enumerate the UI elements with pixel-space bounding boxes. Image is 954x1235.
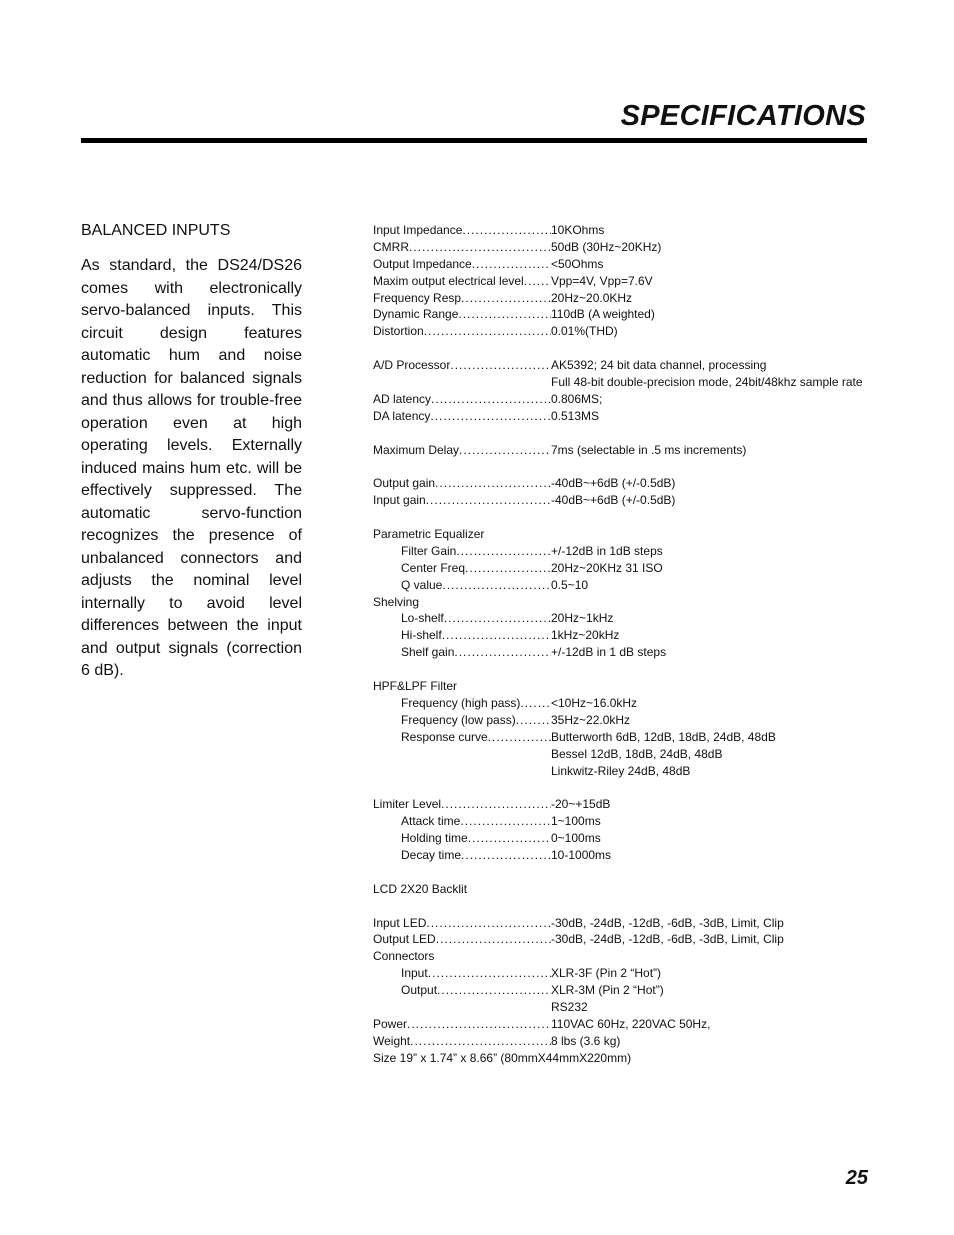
- spec-value: -30dB, -24dB, -12dB, -6dB, -3dB, Limit, Clip: [551, 932, 784, 947]
- spec-label: Limiter Level: [373, 797, 442, 812]
- spec-ad-processor-cont: Full 48-bit double-precision mode, 24bit/48khz sample rate: [551, 375, 863, 390]
- spec-value: 7ms (selectable in .5 ms increments): [551, 442, 747, 457]
- spec-value: 20Hz~1kHz: [551, 611, 614, 626]
- spec-value: Butterworth 6dB, 12dB, 18dB, 24dB, 48dB: [551, 729, 776, 744]
- spec-label: Output gain: [373, 476, 436, 491]
- spec-value: 0.806MS;: [551, 391, 603, 406]
- spec-center-freq: [373, 560, 873, 577]
- spec-value: <10Hz~16.0kHz: [551, 695, 638, 710]
- spec-label: Power: [373, 1016, 408, 1031]
- spec-filter-gain: [373, 543, 873, 560]
- spec-value: -40dB~+6dB (+/-0.5dB): [551, 476, 676, 491]
- spec-response-curve-cont: Linkwitz-Riley 24dB, 48dB: [551, 763, 691, 778]
- spec-connector-output: [373, 982, 873, 999]
- spec-label: Holding time: [401, 831, 468, 846]
- spec-value: 10-1000ms: [551, 847, 612, 862]
- spec-label: Attack time: [401, 814, 461, 829]
- spec-label: Input LED: [373, 915, 427, 930]
- spec-label: AD latency: [373, 391, 432, 406]
- spec-distortion: [373, 323, 873, 340]
- spec-label: Lo-shelf: [401, 611, 444, 626]
- spec-input-impedance: [373, 222, 873, 239]
- spec-value: 110dB (A weighted): [551, 307, 655, 322]
- spec-label: DA latency: [373, 408, 431, 423]
- spec-value: 0~100ms: [551, 831, 601, 846]
- section-heading: BALANCED INPUTS: [81, 222, 231, 239]
- spec-label: Response curve: [401, 729, 488, 744]
- spec-response-curve-cont: Bessel 12dB, 18dB, 24dB, 48dB: [551, 746, 723, 761]
- spec-q-value: [373, 577, 873, 594]
- spec-shelving-heading: Shelving: [373, 594, 420, 609]
- spec-dynamic-range: [373, 306, 873, 323]
- spec-label: Maxim output electrical level: [373, 273, 524, 288]
- spec-label: Distortion: [373, 324, 424, 339]
- spec-shelf-gain: [373, 644, 873, 661]
- spec-output-led: [373, 931, 873, 948]
- header-rule: [81, 138, 867, 143]
- spec-output-gain: [373, 475, 873, 492]
- spec-label: Dynamic Range: [373, 307, 459, 322]
- spec-label: Q value: [401, 577, 443, 592]
- spec-label: Center Freq: [401, 560, 466, 575]
- spec-cmrr: [373, 239, 873, 256]
- spec-peq-heading: Parametric Equalizer: [373, 527, 485, 542]
- spec-value: AK5392; 24 bit data channel, processing: [551, 358, 767, 373]
- section-body: As standard, the DS24/DS26 comes with electronically servo-balanced inputs. This circuit design features automatic hum and noise reduction for balanced signals and thus allows for trouble-free operation even at high operating levels. Externally induced mains hum etc. will be effectively suppressed. The automatic servo-function recognizes the presence of unbalanced connectors and adjusts the nominal level internally to avoid level differences between the input and output signals (correction 6 dB).: [81, 257, 302, 679]
- spec-label: Input Impedance: [373, 223, 463, 237]
- spec-value: 0.01%(THD): [551, 324, 618, 339]
- spec-label: Frequency (low pass): [401, 712, 516, 727]
- spec-value: 1~100ms: [551, 814, 601, 829]
- spec-value: 35Hz~22.0kHz: [551, 712, 631, 727]
- spec-value: 20Hz~20KHz 31 ISO: [551, 560, 663, 575]
- spec-label: Hi-shelf: [401, 628, 442, 643]
- spec-value: 110VAC 60Hz, 220VAC 50Hz,: [551, 1016, 711, 1031]
- spec-value: 1kHz~20kHz: [551, 628, 620, 643]
- spec-value: 8 lbs (3.6 kg): [551, 1033, 621, 1048]
- page-title: SPECIFICATIONS: [620, 100, 866, 132]
- spec-da-latency: [373, 408, 873, 425]
- spec-value: -30dB, -24dB, -12dB, -6dB, -3dB, Limit, Clip: [551, 915, 784, 930]
- spec-label: Decay time: [401, 847, 462, 862]
- spec-value: +/-12dB in 1 dB steps: [551, 645, 667, 660]
- spec-limiter-level: [373, 796, 873, 813]
- spec-output-impedance: [373, 256, 873, 273]
- spec-connectors-heading: Connectors: [373, 949, 435, 964]
- spec-label: Output Impedance: [373, 256, 472, 271]
- spec-value: 0.513MS: [551, 408, 600, 423]
- spec-ad-processor: [373, 357, 873, 374]
- spec-value: 50dB (30Hz~20KHz): [551, 239, 662, 254]
- spec-value: -20~+15dB: [551, 797, 611, 812]
- spec-power: [373, 1016, 873, 1033]
- spec-max-output: [373, 273, 873, 290]
- spec-value: <50Ohms: [551, 256, 604, 271]
- spec-weight: [373, 1033, 873, 1050]
- spec-value: XLR-3F (Pin 2 “Hot”): [551, 966, 662, 981]
- spec-frequency-resp: [373, 290, 873, 307]
- spec-hi-shelf: [373, 627, 873, 644]
- spec-label: Frequency (high pass): [401, 695, 521, 710]
- spec-lcd: LCD 2X20 Backlit: [373, 881, 468, 896]
- spec-input-led: [373, 915, 873, 932]
- spec-value: -40dB~+6dB (+/-0.5dB): [551, 493, 676, 508]
- spec-label: A/D Processor: [373, 358, 451, 373]
- spec-lp-frequency: [373, 712, 873, 729]
- spec-label: Output: [401, 983, 438, 998]
- balanced-inputs-section: [81, 220, 302, 683]
- spec-value: Vpp=4V, Vpp=7.6V: [551, 273, 653, 288]
- spec-label: CMRR: [373, 239, 409, 254]
- spec-value: XLR-3M (Pin 2 “Hot”): [551, 983, 664, 998]
- spec-filter-heading: HPF&LPF Filter: [373, 679, 458, 694]
- spec-input-gain: [373, 492, 873, 509]
- spec-ad-latency: [373, 391, 873, 408]
- spec-label: Output LED: [373, 932, 436, 947]
- spec-max-delay: [373, 442, 873, 459]
- spec-holding-time: [373, 830, 873, 847]
- spec-label: Maximum Delay: [373, 442, 460, 457]
- spec-label: Input gain: [373, 493, 426, 508]
- spec-hp-frequency: [373, 695, 873, 712]
- spec-lo-shelf: [373, 610, 873, 627]
- spec-label: Frequency Resp: [373, 290, 462, 305]
- spec-value: 10KOhms: [551, 223, 605, 237]
- spec-label: Weight: [373, 1033, 411, 1048]
- spec-label: Shelf gain: [401, 645, 455, 660]
- spec-value: 0.5~10: [551, 577, 589, 592]
- specs-list: [373, 222, 873, 1067]
- spec-size: Size 19” x 1.74” x 8.66” (80mmX44mmX220mm): [373, 1050, 632, 1065]
- spec-attack-time: [373, 813, 873, 830]
- spec-value: +/-12dB in 1dB steps: [551, 543, 663, 558]
- spec-label: Filter Gain: [401, 543, 457, 558]
- spec-value: 20Hz~20.0KHz: [551, 290, 633, 305]
- spec-connector-rs232: RS232: [551, 999, 588, 1014]
- spec-connector-input: [373, 965, 873, 982]
- spec-response-curve: [373, 729, 873, 746]
- spec-label: Input: [401, 966, 428, 981]
- page-number: 25: [845, 1167, 868, 1189]
- spec-decay-time: [373, 847, 873, 864]
